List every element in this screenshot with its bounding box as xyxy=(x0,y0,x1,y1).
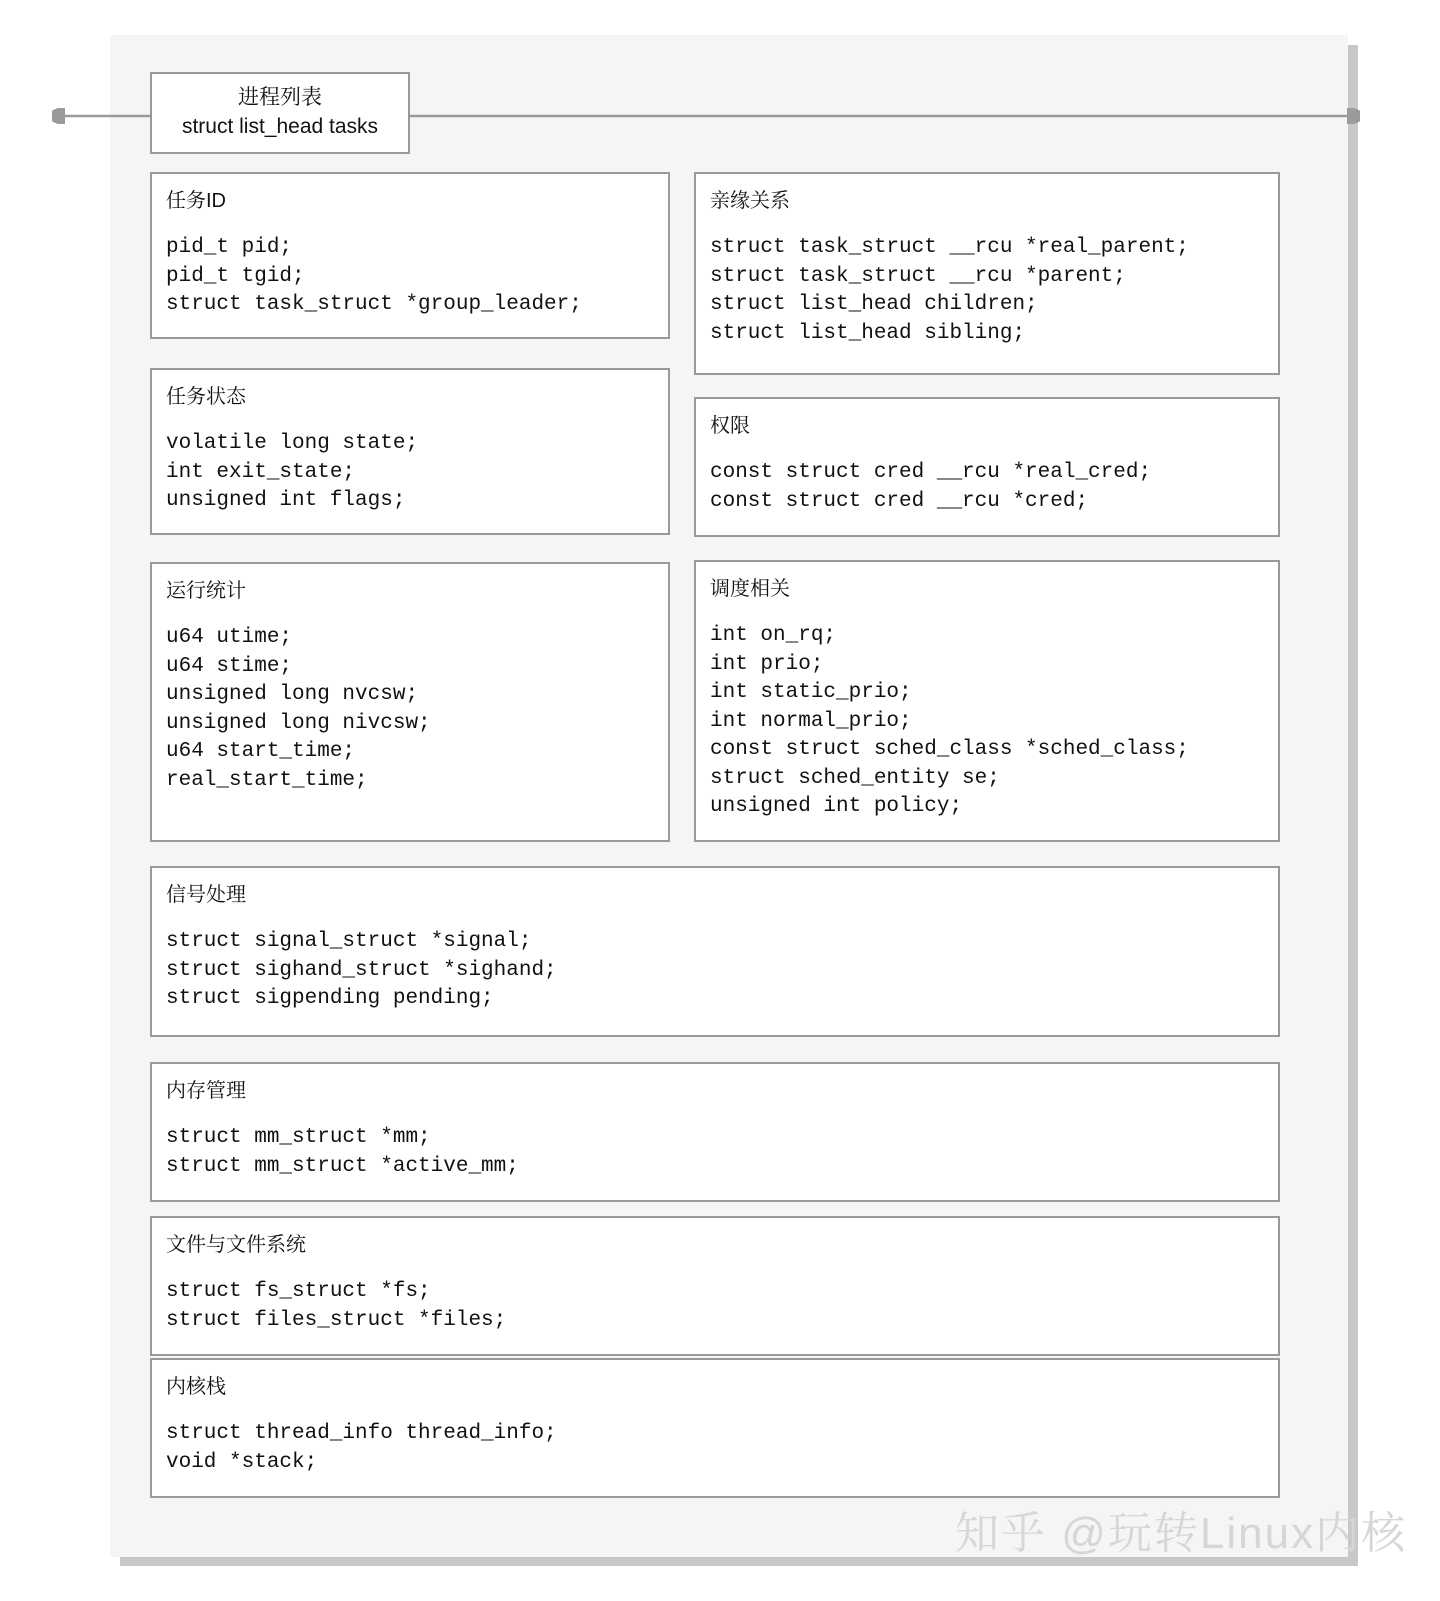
code-line: unsigned int policy; xyxy=(710,795,963,818)
group-box-relation xyxy=(694,172,1280,375)
code-line: struct sigpending pending; xyxy=(166,987,494,1010)
code-line: struct task_struct *group_leader; xyxy=(166,293,582,316)
code-line: u64 stime; xyxy=(166,654,293,678)
group-code-task-state xyxy=(166,430,654,516)
code-line: struct list_head children; xyxy=(710,293,1038,316)
group-box-task-state xyxy=(150,368,670,535)
list-head-title: 进程列表 xyxy=(238,86,322,109)
panel-drop-shadow-right xyxy=(1348,45,1358,1557)
group-title-signal: 信号处理 xyxy=(166,884,246,906)
code-line: unsigned long nvcsw; xyxy=(166,683,419,706)
group-code-task-id xyxy=(166,234,654,320)
group-box-scheduling xyxy=(694,560,1280,842)
code-line: unsigned int flags; xyxy=(166,489,406,512)
group-code-kernel-stack xyxy=(166,1420,1264,1477)
group-box-task-id xyxy=(150,172,670,339)
code-line: int normal_prio; xyxy=(710,709,912,733)
list-head-subtitle: struct list_head tasks xyxy=(181,115,379,138)
group-box-kernel-stack xyxy=(150,1358,1280,1498)
code-line: int exit_state; xyxy=(166,460,356,484)
code-line: struct task_struct __rcu *real_parent; xyxy=(710,236,1189,259)
code-line: unsigned long nivcsw; xyxy=(166,711,431,735)
code-line: const struct sched_class *sched_class; xyxy=(710,738,1189,761)
code-line: struct sighand_struct *sighand; xyxy=(166,958,557,982)
code-line: pid_t pid; xyxy=(166,236,293,259)
group-title-task-state: 任务状态 xyxy=(166,386,246,408)
code-line: struct mm_struct *mm; xyxy=(166,1126,431,1149)
code-line: struct files_struct *files; xyxy=(166,1308,507,1332)
code-line: pid_t tgid; xyxy=(166,264,305,288)
group-code-relation xyxy=(710,234,1264,348)
code-line: int prio; xyxy=(710,652,824,676)
group-box-files xyxy=(150,1216,1280,1356)
code-line: int static_prio; xyxy=(710,681,912,704)
code-line: int on_rq; xyxy=(710,624,837,647)
code-line: const struct cred __rcu *cred; xyxy=(710,489,1089,513)
code-line: struct thread_info thread_info; xyxy=(166,1422,557,1445)
group-code-files xyxy=(166,1278,1264,1335)
group-box-permission xyxy=(694,397,1280,537)
group-code-memory xyxy=(166,1124,1264,1181)
code-line: void *stack; xyxy=(166,1450,318,1474)
code-line: u64 utime; xyxy=(166,626,293,649)
group-title-task-id: 任务ID xyxy=(166,190,226,212)
group-box-memory xyxy=(150,1062,1280,1202)
group-code-signal xyxy=(166,928,1264,1014)
code-line: u64 start_time; xyxy=(166,740,356,763)
code-line: struct sched_entity se; xyxy=(710,766,1000,790)
group-code-permission xyxy=(710,459,1264,516)
group-box-run-stats xyxy=(150,562,670,842)
group-title-relation: 亲缘关系 xyxy=(710,190,790,212)
code-line: struct signal_struct *signal; xyxy=(166,930,532,953)
code-line: struct fs_struct *fs; xyxy=(166,1280,431,1303)
group-title-files: 文件与文件系统 xyxy=(166,1234,306,1256)
code-line: volatile long state; xyxy=(166,432,419,455)
group-title-memory: 内存管理 xyxy=(166,1080,246,1102)
code-line: struct list_head sibling; xyxy=(710,321,1026,345)
code-line: struct task_struct __rcu *parent; xyxy=(710,264,1126,288)
code-line: const struct cred __rcu *real_cred; xyxy=(710,461,1152,484)
code-line: real_start_time; xyxy=(166,768,368,792)
list-head-tasks-box xyxy=(150,72,410,154)
group-title-kernel-stack: 内核栈 xyxy=(166,1376,226,1398)
group-code-scheduling xyxy=(710,622,1264,822)
group-title-permission: 权限 xyxy=(710,415,750,437)
group-code-run-stats xyxy=(166,624,654,795)
group-title-run-stats: 运行统计 xyxy=(166,580,246,602)
group-title-scheduling: 调度相关 xyxy=(710,578,790,600)
group-box-signal xyxy=(150,866,1280,1037)
zhihu-watermark: 知乎 @玩转Linux内核 xyxy=(955,1509,1408,1558)
code-line: struct mm_struct *active_mm; xyxy=(166,1154,519,1178)
